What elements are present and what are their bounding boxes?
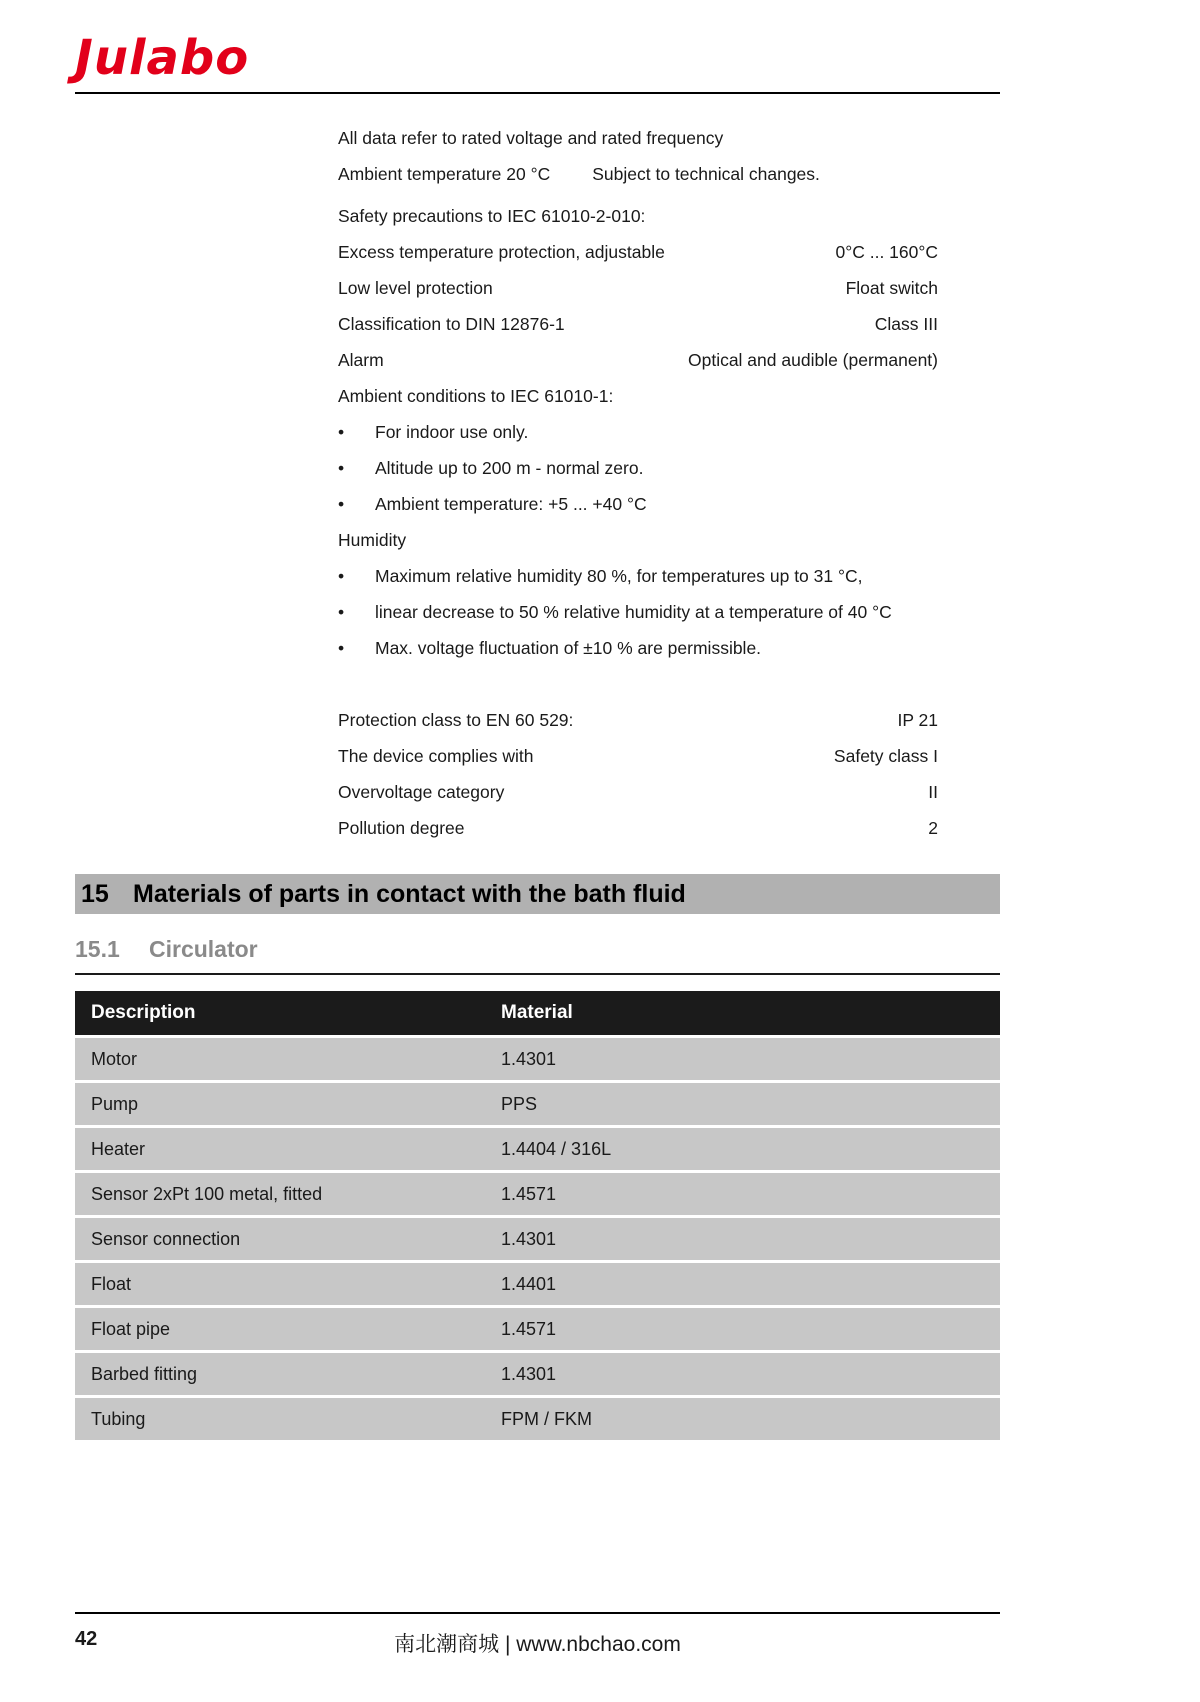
subsection-number: 15.1 — [75, 936, 120, 962]
table-row — [75, 1218, 1000, 1260]
spacer — [338, 666, 938, 702]
table-row — [75, 1263, 1000, 1305]
cell-description: Heater — [91, 1138, 146, 1159]
safety-heading: Safety precautions to IEC 61010-2-010: — [338, 206, 646, 226]
cell-material: 1.4301 — [501, 1363, 557, 1384]
list-item — [338, 486, 938, 522]
table-header-row — [75, 991, 1000, 1035]
intro-paragraph — [338, 120, 938, 192]
bullet-icon: • — [338, 494, 345, 514]
section-15-1-heading — [75, 936, 1000, 963]
list-item — [338, 414, 938, 450]
spec-row — [338, 738, 938, 774]
spec-value: Float switch — [845, 278, 938, 298]
cell-description: Tubing — [91, 1408, 146, 1429]
table-row — [75, 1398, 1000, 1440]
cell-material: PPS — [501, 1093, 538, 1114]
cell-material: 1.4571 — [501, 1318, 557, 1339]
spec-label: Pollution degree — [338, 818, 465, 838]
cell-description: Sensor connection — [91, 1228, 241, 1249]
spec-value: Optical and audible (permanent) — [687, 350, 938, 370]
column-header-description: Description — [91, 1002, 196, 1023]
section-title: Materials of parts in contact with the bath fluid — [133, 879, 686, 908]
intro-line-2 — [338, 156, 938, 192]
bullet-icon: • — [338, 602, 345, 622]
page-footer — [75, 1612, 1000, 1658]
table-row — [75, 1083, 1000, 1125]
safety-precautions-group — [338, 198, 938, 378]
spec-row — [338, 306, 938, 342]
cell-material: 1.4571 — [501, 1183, 557, 1204]
spec-label: Excess temperature protection, adjustable — [338, 242, 665, 262]
intro-line-1: All data refer to rated voltage and rated frequency — [338, 128, 724, 148]
cell-description: Sensor 2xPt 100 metal, fitted — [91, 1183, 323, 1204]
cell-material: 1.4301 — [501, 1048, 557, 1069]
list-item — [338, 558, 938, 594]
header-divider — [75, 92, 1000, 94]
list-item — [338, 594, 938, 630]
footer-site-text: 南北潮商城 | www.nbchao.com — [394, 1633, 681, 1656]
spec-row — [338, 810, 938, 846]
page-number: 42 — [75, 1628, 98, 1650]
table-row — [75, 1308, 1000, 1350]
cell-description: Float pipe — [91, 1318, 171, 1339]
spec-row — [338, 342, 938, 378]
spec-label: The device complies with — [338, 746, 534, 766]
cell-material: 1.4401 — [501, 1273, 557, 1294]
subsection-title: Circulator — [149, 936, 258, 962]
section-number: 15 — [81, 879, 109, 908]
spec-row — [338, 270, 938, 306]
cell-description: Barbed fitting — [91, 1363, 198, 1384]
humidity-group — [338, 522, 938, 666]
footer-divider — [75, 1612, 1000, 1614]
technical-changes-note: Subject to technical changes. — [592, 164, 820, 184]
spec-value: IP 21 — [897, 710, 938, 730]
list-item-text: Ambient temperature: +5 ... +40 °C — [375, 494, 647, 514]
spec-row — [338, 234, 938, 270]
list-item — [338, 450, 938, 486]
cell-description: Float — [91, 1273, 132, 1294]
bullet-icon: • — [338, 638, 345, 658]
subsection-divider — [75, 973, 1000, 975]
cell-description: Pump — [91, 1093, 139, 1114]
spec-label: Classification to DIN 12876-1 — [338, 314, 565, 334]
table-row — [75, 1128, 1000, 1170]
column-header-material: Material — [501, 1002, 573, 1023]
table-row — [75, 1173, 1000, 1215]
cell-material: 1.4404 / 316L — [501, 1138, 612, 1159]
cell-material: 1.4301 — [501, 1228, 557, 1249]
spec-row — [338, 702, 938, 738]
cell-material: FPM / FKM — [501, 1408, 592, 1429]
footer-row — [75, 1628, 1000, 1658]
list-item-text: Max. voltage fluctuation of ±10 % are permissible. — [375, 638, 762, 658]
ambient-heading: Ambient conditions to IEC 61010-1: — [338, 386, 614, 406]
bullet-icon: • — [338, 566, 345, 586]
spec-label: Alarm — [338, 350, 384, 370]
page-content — [75, 0, 1000, 1440]
protection-class-group — [338, 702, 938, 846]
ambient-conditions-group — [338, 378, 938, 522]
bullet-icon: • — [338, 458, 345, 478]
spec-label: Protection class to EN 60 529: — [338, 710, 574, 730]
list-item-text: Maximum relative humidity 80 %, for temperatures up to 31 °C, — [375, 566, 863, 586]
table-row — [75, 1353, 1000, 1395]
julabo-logo: Julabo — [75, 30, 250, 86]
table-row — [75, 1038, 1000, 1080]
bullet-icon: • — [338, 422, 345, 442]
humidity-heading: Humidity — [338, 530, 407, 550]
spec-label: Low level protection — [338, 278, 493, 298]
specs-body — [338, 120, 938, 846]
materials-table — [75, 991, 1000, 1440]
list-item — [338, 630, 938, 666]
spec-value: II — [928, 782, 938, 802]
list-item-text: For indoor use only. — [375, 422, 529, 442]
spec-value: 2 — [928, 818, 938, 838]
cell-description: Motor — [91, 1048, 138, 1069]
list-item-text: linear decrease to 50 % relative humidity at a temperature of 40 °C — [375, 602, 892, 622]
spec-label: Overvoltage category — [338, 782, 505, 802]
spec-value: 0°C ... 160°C — [835, 242, 938, 262]
ambient-temp-note: Ambient temperature 20 °C — [338, 164, 551, 184]
spec-row — [338, 774, 938, 810]
spec-value: Safety class I — [833, 746, 938, 766]
list-item-text: Altitude up to 200 m - normal zero. — [375, 458, 644, 478]
section-15-heading — [75, 874, 1000, 914]
spec-value: Class III — [874, 314, 938, 334]
